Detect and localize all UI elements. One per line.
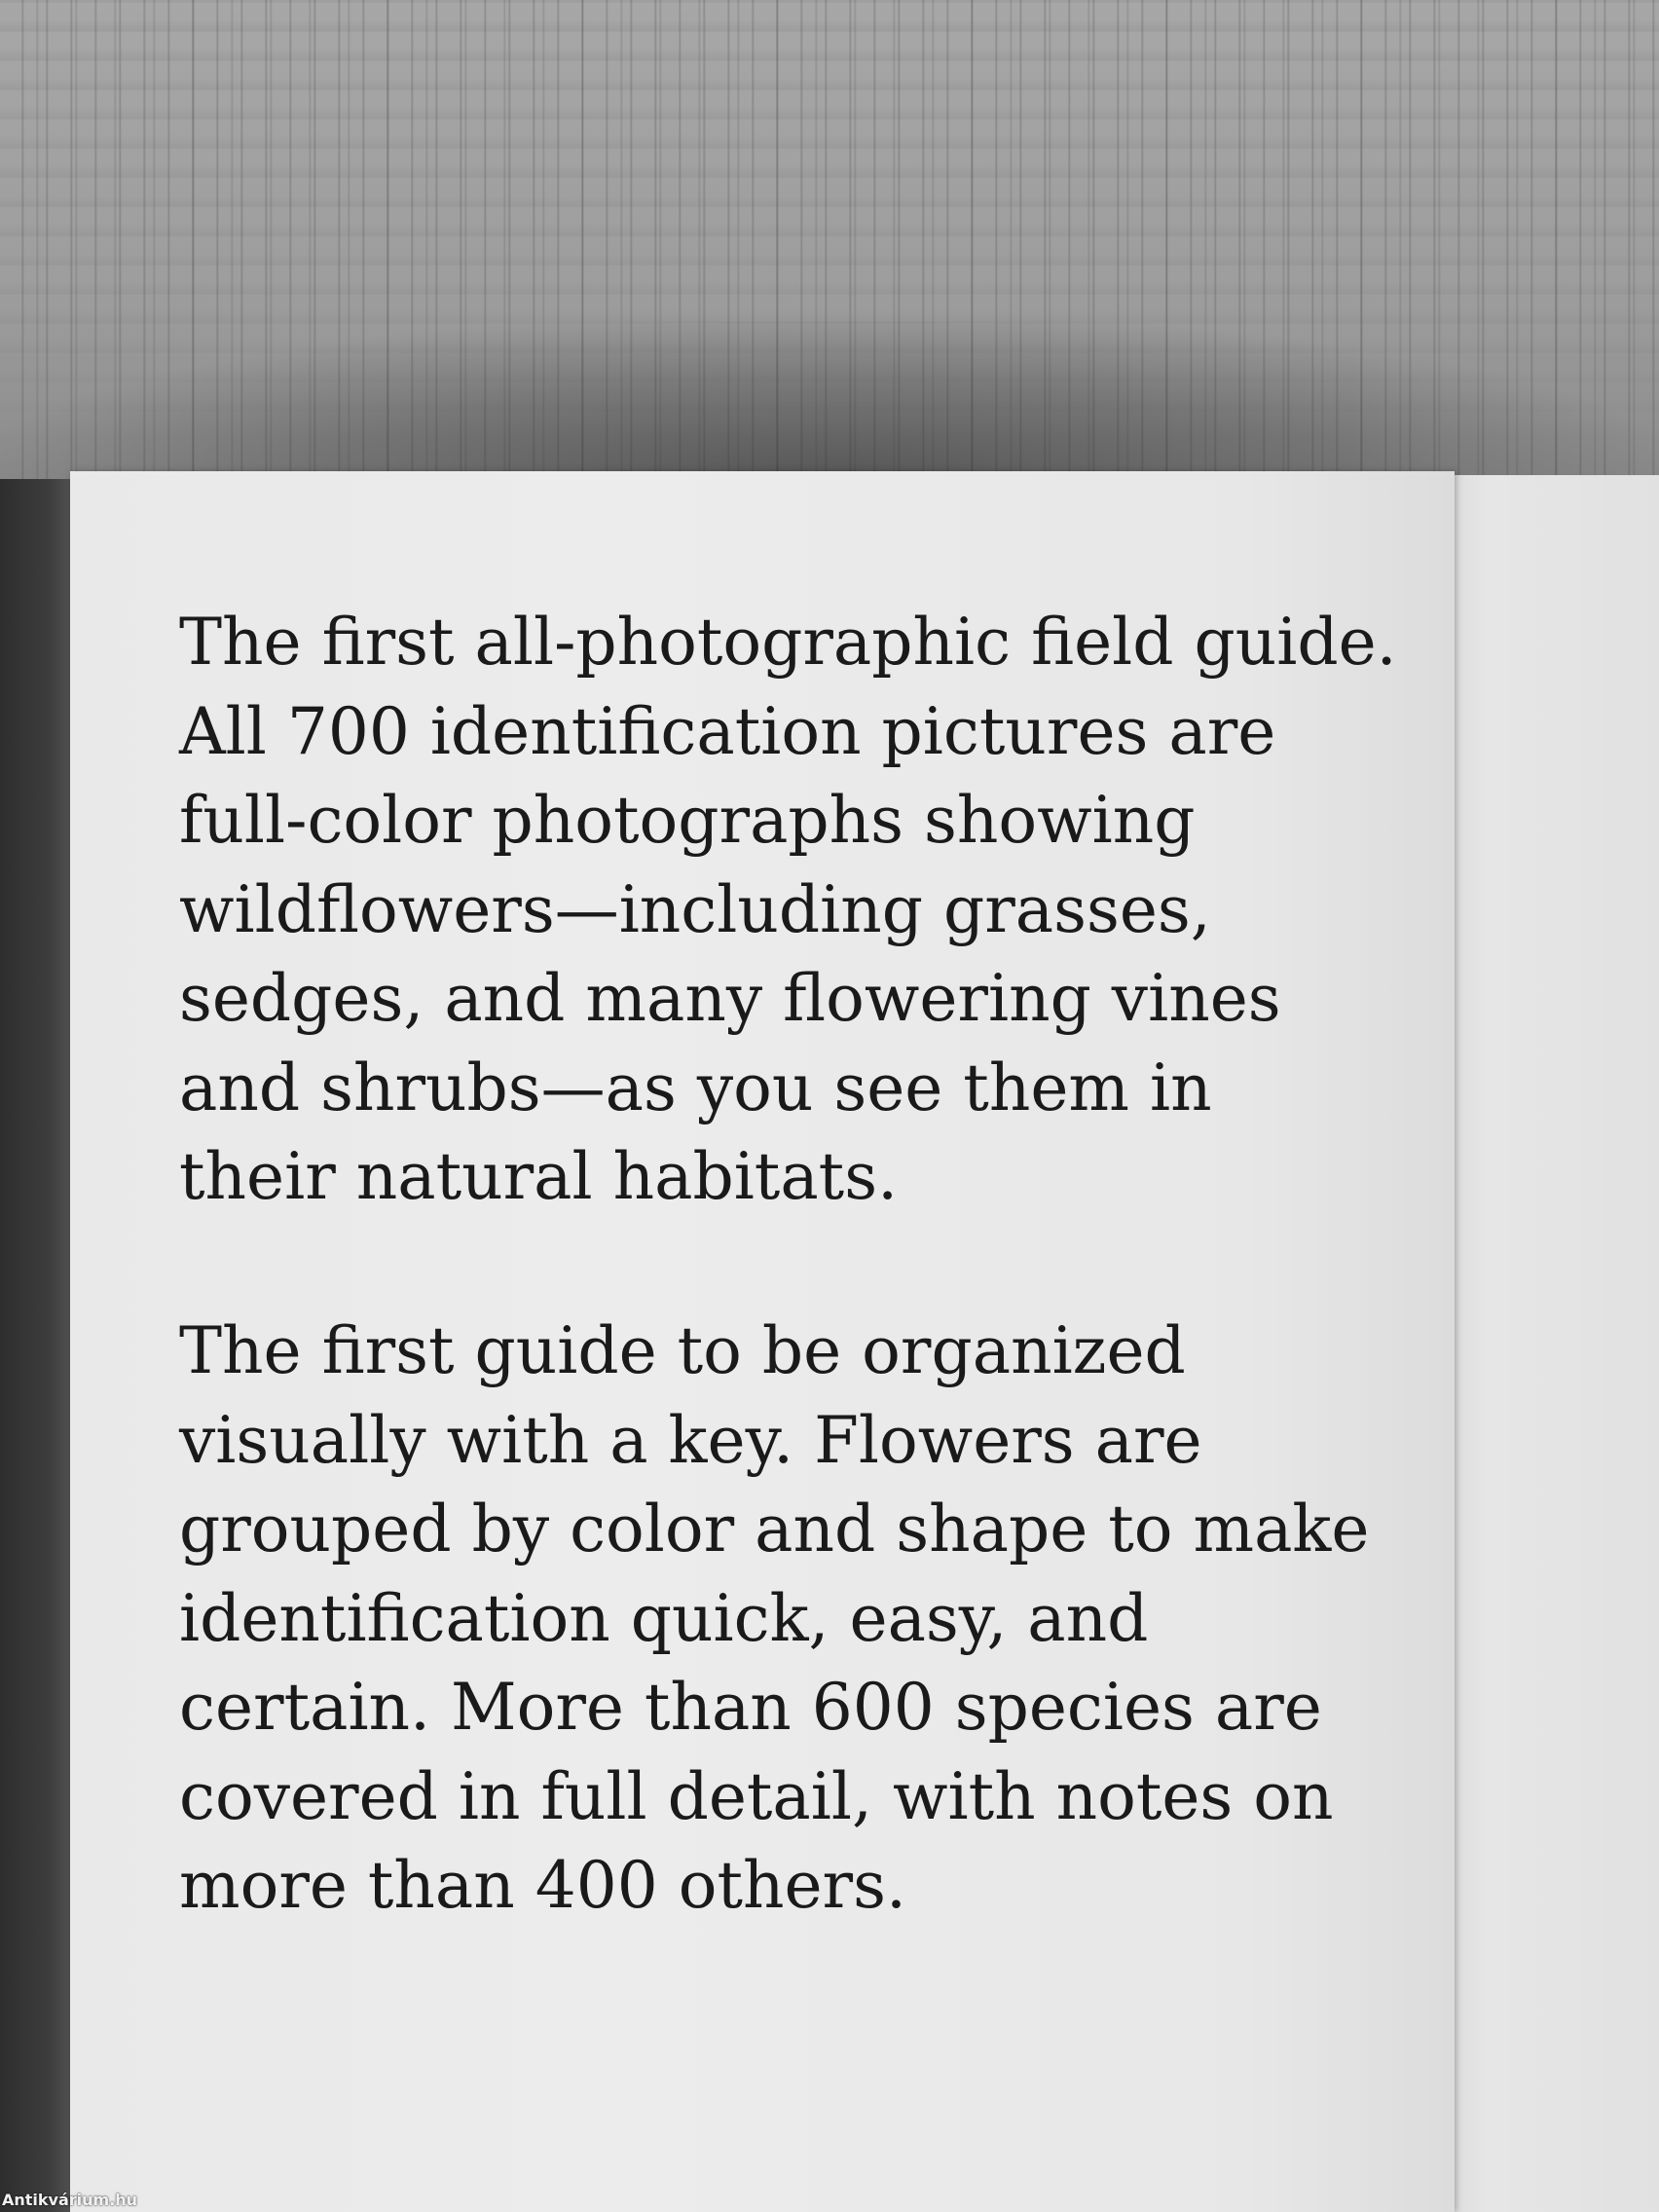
book-page bbox=[70, 471, 1455, 2212]
text-line: full-color photographs showing bbox=[179, 783, 1196, 858]
text-line: The first all-photographic field guide. bbox=[179, 605, 1397, 680]
text-line: their natural habitats. bbox=[179, 1139, 899, 1214]
text-line: sedges, and many flowering vines bbox=[179, 961, 1281, 1036]
text-line: All 700 identification pictures are bbox=[179, 693, 1276, 769]
paragraph-visual-key bbox=[179, 1307, 1370, 1931]
text-line: more than 400 others. bbox=[179, 1848, 906, 1923]
text-line: wildflowers—including grasses, bbox=[179, 871, 1211, 947]
text-line: grouped by color and shape to make bbox=[179, 1492, 1370, 1567]
text-line: and shrubs—as you see them in bbox=[179, 1050, 1212, 1125]
text-line: The first guide to be organized bbox=[179, 1313, 1186, 1388]
text-line: identification quick, easy, and bbox=[179, 1580, 1149, 1656]
book-spine-edge bbox=[0, 479, 70, 2212]
adjacent-page bbox=[1431, 475, 1659, 2212]
book-shadow bbox=[0, 321, 1659, 487]
text-line: certain. More than 600 species are bbox=[179, 1670, 1322, 1745]
text-line: covered in full detail, with notes on bbox=[179, 1758, 1334, 1834]
paragraph-photographic-guide bbox=[179, 598, 1397, 1222]
watermark: Antikvárium.hu bbox=[2, 2191, 138, 2209]
text-line: visually with a key. Flowers are bbox=[179, 1402, 1202, 1478]
